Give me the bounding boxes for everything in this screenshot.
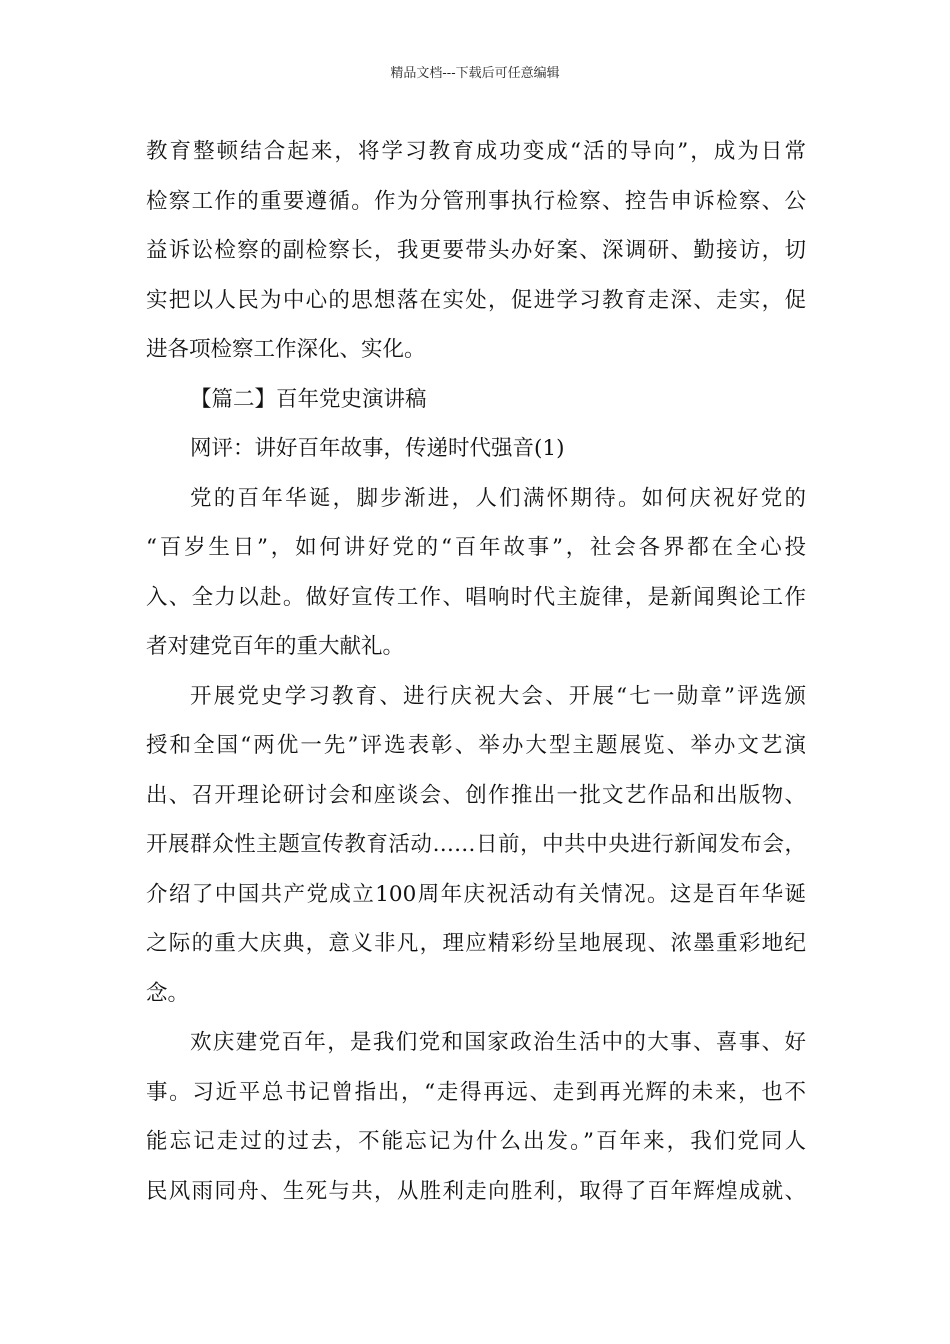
text-line: 进各项检察工作深化、实化。 [146, 337, 426, 362]
page-header: 精品文档---下载后可任意编辑 [390, 66, 560, 81]
text-line: 【篇二】百年党史演讲稿 [190, 386, 427, 412]
text-line: 教育整顿结合起来，将学习教育成功变成“活的导向”，成为日常 [146, 139, 806, 164]
text-line: 授和全国“两优一先”评选表彰、举办大型主题展览、举办文艺演 [146, 733, 806, 758]
text-line: 出、召开理论研讨会和座谈会、创作推出一批文艺作品和出版物、 [146, 782, 806, 808]
text-line: 欢庆建党百年，是我们党和国家政治生活中的大事、喜事、好 [190, 1030, 806, 1055]
text-line: 检察工作的重要遵循。作为分管刑事执行检察、控告申诉检察、公 [146, 188, 806, 214]
text-line: 能忘记走过的过去，不能忘记为什么出发。”百年来，我们党同人 [146, 1129, 806, 1154]
text-line: 网评：讲好百年故事，传递时代强音(1) [190, 436, 565, 461]
text-line: 民风雨同舟、生死与共，从胜利走向胜利，取得了百年辉煌成就、 [146, 1178, 806, 1204]
text-line: 介绍了中国共产党成立100周年庆祝活动有关情况。这是百年华诞 [146, 881, 806, 907]
text-line: 开展党史学习教育、进行庆祝大会、开展“七一勋章”评选颁 [190, 683, 806, 709]
text-line: 实把以人民为中心的思想落在实处，促进学习教育走深、走实，促 [146, 287, 806, 313]
document-body [146, 127, 806, 1216]
text-line: 开展群众性主题宣传教育活动……日前，中共中央进行新闻发布会， [146, 832, 806, 857]
text-line: 党的百年华诞，脚步渐进，人们满怀期待。如何庆祝好党的 [190, 485, 806, 511]
text-line: 入、全力以赴。做好宣传工作、唱响时代主旋律，是新闻舆论工作 [146, 584, 806, 610]
text-line: 念。 [146, 980, 190, 1006]
text-line: 益诉讼检察的副检察长，我更要带头办好案、深调研、勤接访，切 [146, 238, 806, 263]
text-line: 事。习近平总书记曾指出，“走得再远、走到再光辉的未来，也不 [146, 1079, 806, 1105]
text-line: “百岁生日”，如何讲好党的“百年故事”，社会各界都在全心投 [146, 535, 806, 560]
text-line: 者对建党百年的重大献礼。 [146, 634, 405, 659]
text-line: 之际的重大庆典，意义非凡，理应精彩纷呈地展现、浓墨重彩地纪 [146, 931, 806, 956]
